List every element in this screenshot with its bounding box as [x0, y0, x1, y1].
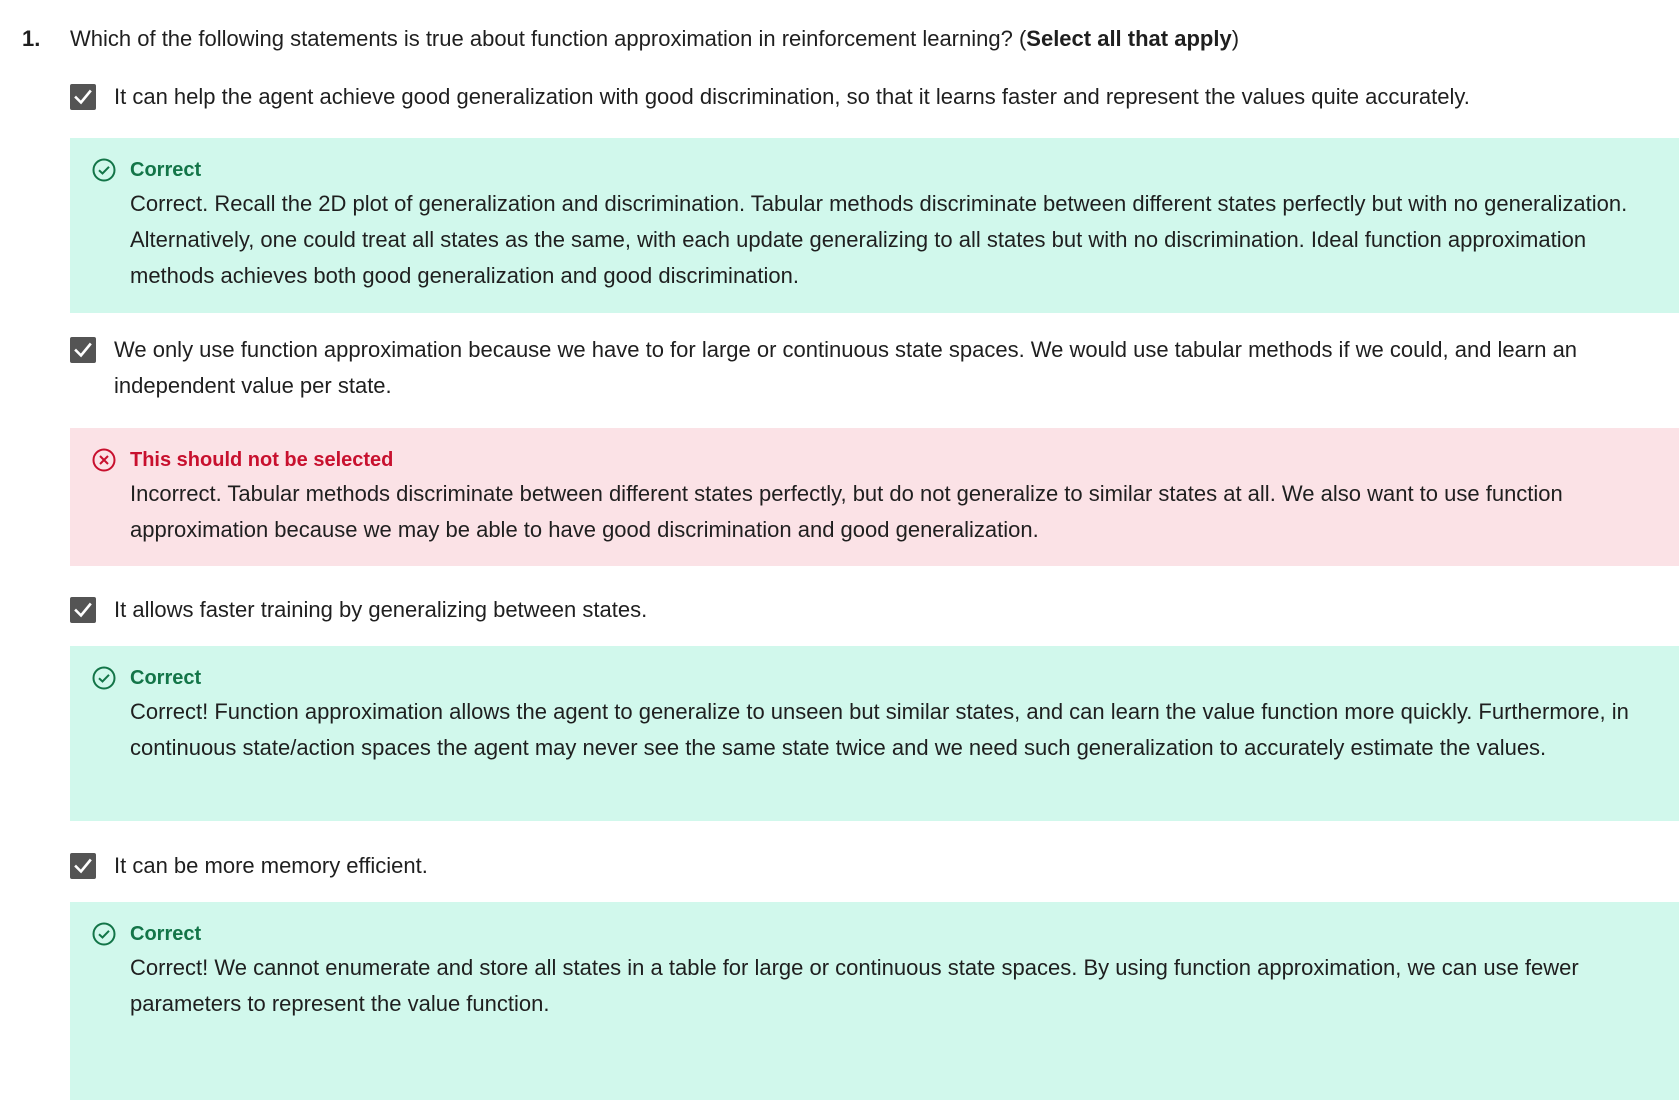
question-text: Which of the following statements is true about function approximation in reinforcement learning? (Select all that apply) [70, 26, 1240, 51]
option-label[interactable]: It can be more memory efficient. [114, 853, 428, 878]
option-4[interactable] [70, 851, 1619, 884]
option-3[interactable] [70, 595, 1619, 628]
x-circle-icon [92, 448, 116, 472]
feedback-text: Correct! Function approximation allows the agent to generalize to unseen but similar states, and can learn the value function more quickly. Furthermore, in continuous state/action spaces the agent may never see the same state twice and we need such generalization to accurately estimate the values. [130, 699, 1629, 760]
feedback-correct [70, 138, 1679, 313]
option-label[interactable]: It allows faster training by generalizing between states. [114, 597, 648, 622]
question-number: 1. [22, 26, 41, 51]
checkbox-checked-icon[interactable] [70, 337, 96, 363]
check-circle-icon [92, 922, 116, 946]
option-2[interactable] [70, 335, 1619, 404]
feedback-label: Correct [130, 666, 202, 689]
check-circle-icon [92, 158, 116, 182]
feedback-correct [70, 902, 1679, 1100]
feedback-label: Correct [130, 922, 202, 945]
option-label[interactable]: It can help the agent achieve good generalization with good discrimination, so that it learns faster and represent the values quite accurately. [114, 84, 1470, 109]
feedback-text: Correct. Recall the 2D plot of generalization and discrimination. Tabular methods discriminate between different states perfectly but with no generalization. Alternatively, one could treat all states as the same, with each update generalizing to all states but with no discrimination. Ideal function approximation methods achieves both good generalization and good discrimination. [130, 191, 1628, 288]
feedback-label: This should not be selected [130, 448, 394, 471]
feedback-label: Correct [130, 158, 202, 181]
feedback-text: Incorrect. Tabular methods discriminate between different states perfectly, but do not generalize to similar states at all. We also want to use function approximation because we may be able to have good discrimination and good generalization. [130, 481, 1563, 542]
option-label[interactable]: We only use function approximation because we have to for large or continuous state spaces. We would use tabular methods if we could, and learn an independent value per state. [114, 337, 1578, 398]
question-emphasis: Select all that apply [1026, 26, 1232, 51]
check-circle-icon [92, 666, 116, 690]
feedback-incorrect [70, 428, 1679, 566]
option-1[interactable] [70, 82, 1619, 115]
checkbox-checked-icon[interactable] [70, 84, 96, 110]
feedback-correct [70, 646, 1679, 821]
feedback-text: Correct! We cannot enumerate and store all states in a table for large or continuous state spaces. By using function approximation, we can use fewer parameters to represent the value function. [130, 955, 1579, 1016]
checkbox-checked-icon[interactable] [70, 853, 96, 879]
checkbox-checked-icon[interactable] [70, 597, 96, 623]
